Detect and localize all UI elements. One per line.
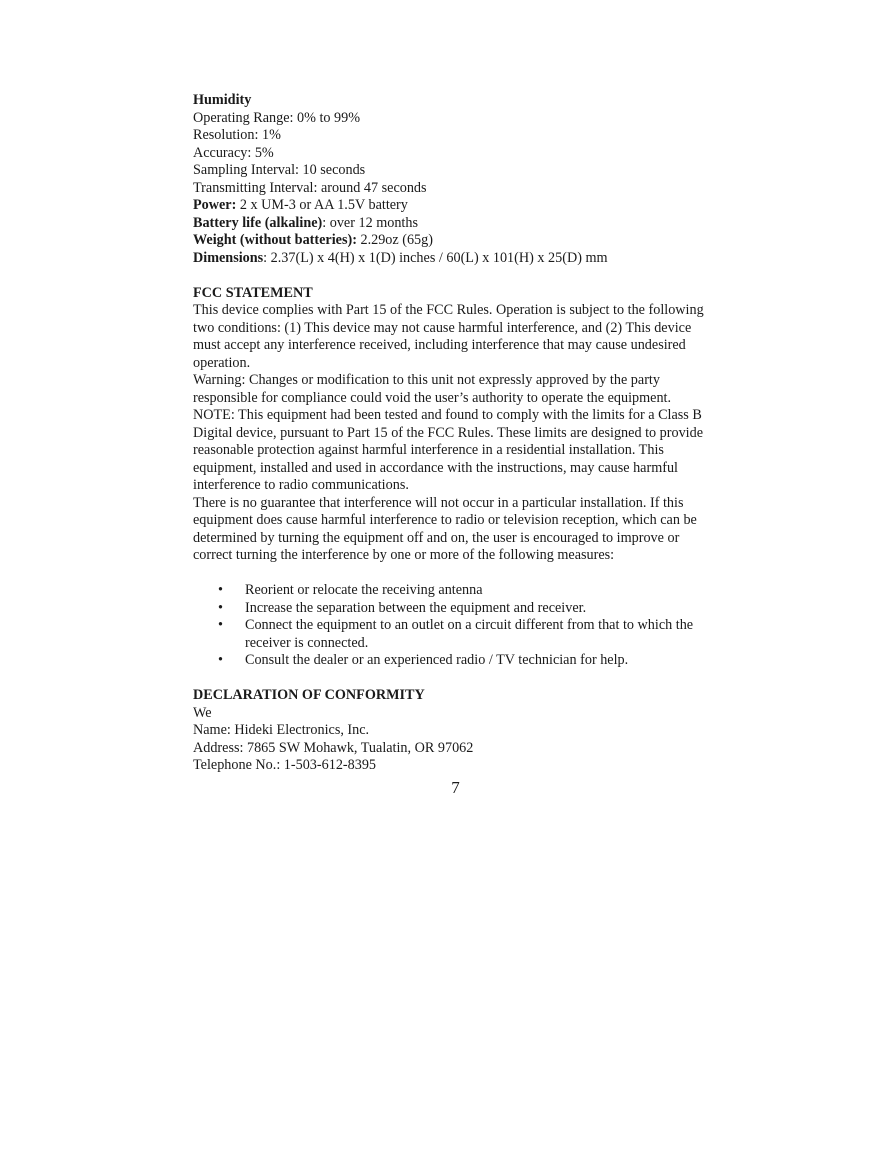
humidity-operating-range: Operating Range: 0% to 99%	[193, 109, 361, 126]
fcc-note-line: Digital device, pursuant to Part 15 of the FCC Rules. These limits are designed to provide	[193, 424, 704, 441]
fcc-measures-list	[193, 582, 728, 670]
spec-dimensions	[193, 250, 728, 268]
fcc-para1-line: must accept any interference received, including interference that may cause undesired	[193, 337, 686, 353]
fcc-guarantee-line: equipment does cause harmful interference to radio or television reception, which can be	[193, 512, 697, 528]
spec-weight-value: 2.29oz (65g)	[356, 232, 433, 248]
list-spacer	[193, 565, 728, 583]
spec-power	[193, 197, 728, 215]
manual-page	[193, 92, 728, 775]
bullet-icon: •	[218, 617, 223, 633]
fcc-heading: FCC STATEMENT	[193, 284, 313, 301]
bullet-icon: •	[218, 582, 223, 598]
spec-dimensions-value: : 2.37(L) x 4(H) x 1(D) inches / 60(L) x 101(H) x 25(D) mm	[263, 249, 608, 266]
bullet-icon: •	[218, 599, 223, 616]
fcc-guarantee-line: correct turning the interference by one or more of the following measures:	[193, 547, 615, 563]
spec-power-label: Power:	[193, 197, 237, 213]
fcc-warning-line: Warning: Changes or modification to this unit not expressly approved by the party	[193, 372, 660, 388]
spec-battery-value: : over 12 months	[322, 214, 418, 231]
humidity-sampling-interval: Sampling Interval: 10 seconds	[193, 162, 366, 178]
list-item-text: Increase the separation between the equipment and receiver.	[245, 599, 587, 616]
humidity-resolution: Resolution: 1%	[193, 127, 281, 143]
declaration-address: Address: 7865 SW Mohawk, Tualatin, OR 97062	[193, 739, 474, 756]
declaration-name: Name: Hideki Electronics, Inc.	[193, 722, 370, 738]
fcc-guarantee-line: There is no guarantee that interference will not occur in a particular installation. If this	[193, 494, 684, 511]
page-number: 7	[451, 778, 460, 797]
list-item	[193, 582, 728, 600]
spec-battery-label: Battery life (alkaline)	[193, 214, 323, 231]
fcc-note-line: interference to radio communications.	[193, 477, 409, 493]
fcc-para1-line: two conditions: (1) This device may not cause harmful interference, and (2) This device	[193, 319, 692, 336]
declaration-telephone: Telephone No.: 1-503-612-8395	[193, 757, 377, 773]
section-spacer	[193, 670, 728, 688]
humidity-accuracy: Accuracy: 5%	[193, 144, 274, 161]
spec-power-value: 2 x UM-3 or AA 1.5V battery	[236, 197, 408, 213]
fcc-warning-line: responsible for compliance could void the user’s authority to operate the equipment.	[193, 389, 672, 406]
list-item-text: receiver is connected.	[245, 634, 369, 651]
spec-weight-label: Weight (without batteries):	[193, 232, 357, 248]
fcc-note-line: equipment, installed and used in accordance with the instructions, may cause harmful	[193, 459, 678, 476]
bullet-icon: •	[218, 652, 223, 668]
humidity-heading: Humidity	[193, 92, 252, 108]
fcc-para1-line: operation.	[193, 354, 251, 371]
list-item	[193, 652, 728, 670]
list-item-text: Connect the equipment to an outlet on a circuit different from that to which the	[245, 617, 694, 633]
list-item-text: Reorient or relocate the receiving antenna	[245, 582, 483, 598]
declaration-heading: DECLARATION OF CONFORMITY	[193, 687, 425, 703]
section-spacer	[193, 267, 728, 285]
list-item-text: Consult the dealer or an experienced radio / TV technician for help.	[245, 652, 629, 668]
spec-battery	[193, 215, 728, 233]
fcc-note-line: reasonable protection against harmful interference in a residential installation. This	[193, 442, 664, 458]
spec-weight	[193, 232, 728, 250]
fcc-guarantee-line: determined by turning the equipment off and on, the user is encouraged to improve or	[193, 529, 680, 546]
fcc-note-line: NOTE: This equipment had been tested and found to comply with the limits for a Class B	[193, 407, 702, 423]
declaration-we: We	[193, 704, 212, 721]
humidity-transmitting-interval: Transmitting Interval: around 47 seconds	[193, 179, 427, 196]
fcc-para1-line: This device complies with Part 15 of the FCC Rules. Operation is subject to the following	[193, 302, 704, 318]
spec-dimensions-label: Dimensions	[193, 249, 264, 266]
list-item	[193, 617, 728, 652]
list-item	[193, 600, 728, 618]
